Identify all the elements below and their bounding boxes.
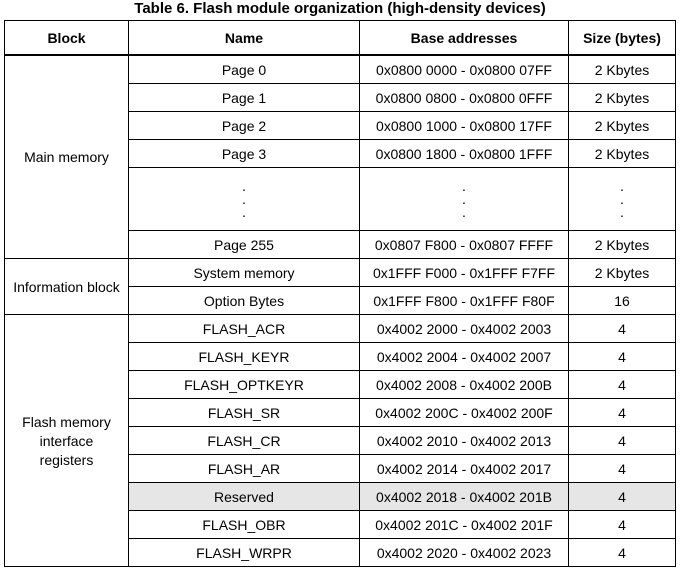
ellipsis-dot: . bbox=[620, 190, 624, 207]
cell-size: 2 Kbytes bbox=[569, 84, 676, 112]
cell-base: 0x4002 201C - 0x4002 201F bbox=[360, 511, 569, 539]
table-row bbox=[5, 315, 676, 343]
block-main-memory: Main memory bbox=[5, 55, 129, 259]
cell-size: 4 bbox=[569, 371, 676, 399]
cell-base: 0x1FFF F000 - 0x1FFF F7FF bbox=[360, 259, 569, 287]
cell-size: 4 bbox=[569, 455, 676, 483]
block-flash-registers bbox=[5, 315, 129, 567]
cell-base: 0x4002 2018 - 0x4002 201B bbox=[360, 483, 569, 511]
header-name: Name bbox=[129, 21, 360, 56]
header-size: Size (bytes) bbox=[569, 21, 676, 56]
block-line: registers bbox=[39, 451, 94, 468]
ellipsis-dot: . bbox=[462, 203, 466, 220]
block-line: Flash memory bbox=[22, 413, 111, 430]
cell-name: Page 1 bbox=[129, 84, 360, 112]
table-row bbox=[5, 55, 676, 84]
ellipsis-size bbox=[569, 168, 676, 231]
cell-size: 2 Kbytes bbox=[569, 112, 676, 140]
cell-base: 0x4002 2020 - 0x4002 2023 bbox=[360, 539, 569, 567]
flash-organization-table bbox=[4, 20, 676, 567]
cell-base: 0x1FFF F800 - 0x1FFF F80F bbox=[360, 287, 569, 315]
table-caption: Table 6. Flash module organization (high-density devices) bbox=[134, 0, 546, 17]
cell-size: 2 Kbytes bbox=[569, 140, 676, 168]
cell-base: 0x0800 1800 - 0x0800 1FFF bbox=[360, 140, 569, 168]
cell-base: 0x4002 200C - 0x4002 200F bbox=[360, 399, 569, 427]
header-base-addresses: Base addresses bbox=[360, 21, 569, 56]
ellipsis-dot: . bbox=[620, 177, 624, 194]
ellipsis-dot: . bbox=[242, 190, 246, 207]
cell-name: FLASH_AR bbox=[129, 455, 360, 483]
cell-size: 4 bbox=[569, 315, 676, 343]
cell-name: FLASH_KEYR bbox=[129, 343, 360, 371]
cell-name: Option Bytes bbox=[129, 287, 360, 315]
cell-size: 4 bbox=[569, 343, 676, 371]
cell-name: Reserved bbox=[129, 483, 360, 511]
cell-size: 16 bbox=[569, 287, 676, 315]
cell-name: Page 3 bbox=[129, 140, 360, 168]
cell-base: 0x4002 2004 - 0x4002 2007 bbox=[360, 343, 569, 371]
cell-size: 4 bbox=[569, 399, 676, 427]
cell-name: FLASH_OBR bbox=[129, 511, 360, 539]
cell-size: 2 Kbytes bbox=[569, 259, 676, 287]
cell-name: FLASH_CR bbox=[129, 427, 360, 455]
block-information: Information block bbox=[5, 259, 129, 315]
cell-base: 0x4002 2000 - 0x4002 2003 bbox=[360, 315, 569, 343]
table-row bbox=[5, 259, 676, 287]
cell-size: 2 Kbytes bbox=[569, 55, 676, 84]
block-line: interface bbox=[39, 432, 94, 449]
cell-base: 0x0800 0800 - 0x0800 0FFF bbox=[360, 84, 569, 112]
cell-name: System memory bbox=[129, 259, 360, 287]
cell-size: 4 bbox=[569, 483, 676, 511]
cell-base: 0x0800 0000 - 0x0800 07FF bbox=[360, 55, 569, 84]
ellipsis-base bbox=[360, 168, 569, 231]
ellipsis-dot: . bbox=[462, 177, 466, 194]
cell-name: Page 0 bbox=[129, 55, 360, 84]
cell-base: 0x0800 1000 - 0x0800 17FF bbox=[360, 112, 569, 140]
ellipsis-dot: . bbox=[620, 203, 624, 220]
cell-base: 0x4002 2014 - 0x4002 2017 bbox=[360, 455, 569, 483]
header-row bbox=[5, 21, 676, 56]
cell-name: Page 255 bbox=[129, 231, 360, 259]
cell-name: FLASH_ACR bbox=[129, 315, 360, 343]
header-block: Block bbox=[5, 21, 129, 56]
ellipsis-dot: . bbox=[242, 177, 246, 194]
cell-name: FLASH_OPTKEYR bbox=[129, 371, 360, 399]
cell-size: 4 bbox=[569, 427, 676, 455]
cell-name: FLASH_WRPR bbox=[129, 539, 360, 567]
cell-base: 0x4002 2008 - 0x4002 200B bbox=[360, 371, 569, 399]
ellipsis-dot: . bbox=[242, 203, 246, 220]
cell-base: 0x0807 F800 - 0x0807 FFFF bbox=[360, 231, 569, 259]
ellipsis-dot: . bbox=[462, 190, 466, 207]
cell-base: 0x4002 2010 - 0x4002 2013 bbox=[360, 427, 569, 455]
cell-size: 4 bbox=[569, 539, 676, 567]
cell-size: 4 bbox=[569, 511, 676, 539]
cell-name: FLASH_SR bbox=[129, 399, 360, 427]
cell-name: Page 2 bbox=[129, 112, 360, 140]
ellipsis-name bbox=[129, 168, 360, 231]
cell-size: 2 Kbytes bbox=[569, 231, 676, 259]
